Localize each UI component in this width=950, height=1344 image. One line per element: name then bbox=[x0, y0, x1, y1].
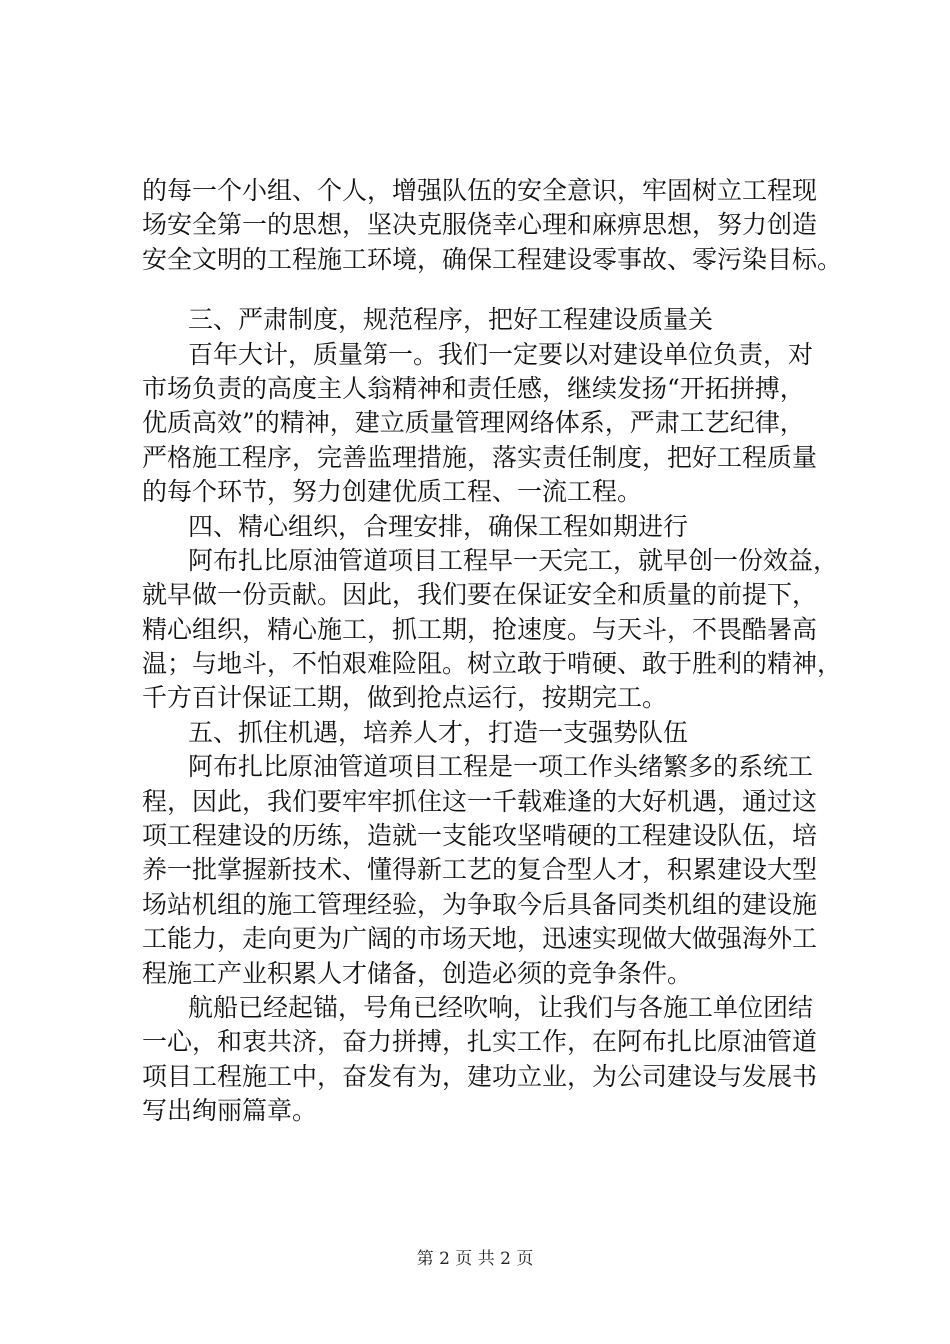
text-line: 精心组织，精心施工，抓工期，抢速度。与天斗，不畏酷暑高 bbox=[142, 614, 818, 644]
section-heading: 五、抓住机遇，培养人才，打造一支强势队伍 bbox=[188, 717, 689, 747]
text-line: 阿布扎比原油管道项目工程是一项工作头绪繁多的系统工 bbox=[188, 752, 814, 782]
page-footer: 第 2 页 共 2 页 bbox=[416, 1249, 534, 1269]
text-line: 的每个环节，努力创建优质工程、一流工程。 bbox=[142, 477, 643, 507]
section-heading: 三、严肃制度，规范程序，把好工程建设质量关 bbox=[188, 305, 714, 335]
text-line: 项工程建设的历练，造就一支能攻坚啃硬的工程建设队伍，培 bbox=[142, 821, 818, 851]
text-line: 阿布扎比原油管道项目工程早一天完工，就早创一份效益， bbox=[188, 545, 839, 575]
text-line: 严格施工程序，完善监理措施，落实责任制度，把好工程质量 bbox=[142, 442, 818, 472]
text-line: 优质高效”的精神，建立质量管理网络体系，严肃工艺纪律， bbox=[142, 408, 805, 438]
text-line: 的每一个小组、个人，增强队伍的安全意识，牢固树立工程现 bbox=[142, 176, 818, 205]
text-line: 养一批掌握新技术、懂得新工艺的复合型人才，积累建设大型 bbox=[142, 855, 818, 885]
text-line: 场站机组的施工管理经验，为争取今后具备同类机组的建设施 bbox=[142, 889, 818, 919]
text-line: 写出绚丽篇章。 bbox=[142, 1096, 318, 1126]
text-line: 工能力，走向更为广阔的市场天地，迅速实现做大做强海外工 bbox=[142, 924, 818, 954]
text-line: 千方百计保证工期，做到抢点运行，按期完工。 bbox=[142, 683, 668, 713]
text-line: 一心，和衷共济，奋力拼搏，扎实工作，在阿布扎比原油管道 bbox=[142, 1027, 818, 1057]
text-line: 安全文明的工程施工环境，确保工程建设零事故、零污染目标。 bbox=[142, 244, 843, 274]
paragraph-gap bbox=[142, 277, 832, 303]
text-line: 程，因此，我们要牢牢抓住这一千载难逢的大好机遇，通过这 bbox=[142, 786, 818, 816]
text-line: 百年大计，质量第一。我们一定要以对建设单位负责，对 bbox=[188, 339, 814, 369]
document-body bbox=[142, 174, 843, 1129]
text-line: 项目工程施工中，奋发有为，建功立业，为公司建设与发展书 bbox=[142, 1061, 818, 1091]
text-line: 场安全第一的思想，坚决克服侥幸心理和麻痹思想，努力创造 bbox=[142, 210, 818, 240]
text-line: 市场负责的高度主人翁精神和责任感，继续发扬“开拓拼搏， bbox=[142, 373, 805, 403]
section-heading: 四、精心组织，合理安排，确保工程如期进行 bbox=[188, 511, 689, 541]
text-line: 程施工产业积累人才储备，创造必须的竞争条件。 bbox=[142, 958, 693, 988]
text-line: 温；与地斗，不怕艰难险阻。树立敢于啃硬、敢于胜利的精神， bbox=[142, 649, 843, 679]
text-line: 就早做一份贡献。因此，我们要在保证安全和质量的前提下， bbox=[142, 580, 818, 610]
text-line: 航船已经起锚，号角已经吹响，让我们与各施工单位团结 bbox=[188, 992, 814, 1022]
